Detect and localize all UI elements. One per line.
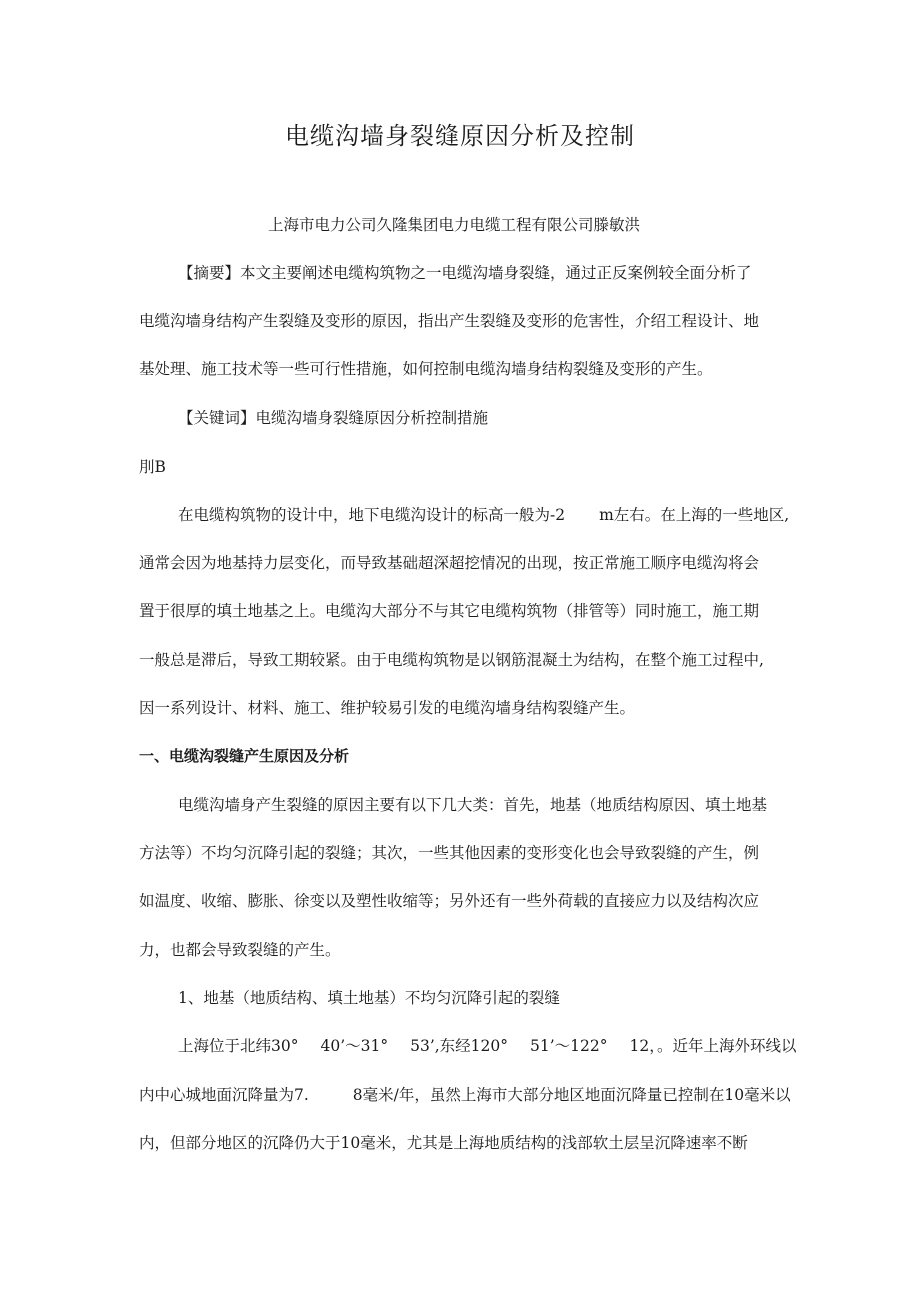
coord-part-3: 53’,东经120° [410,1037,509,1055]
subsection-1-line-2a: 内中心城地面沉降量为7. [139,1086,309,1104]
section-1-para-line-2: 方法等）不均匀沉降引起的裂缝；其次，一些其他因素的变形变化也会导致裂缝的产生，例 [139,844,760,862]
intro-line-4: 一般总是滞后，导致工期较紧。由于电缆构筑物是以钢筋混凝土为结构，在整个施工过程中, [139,651,764,669]
author-line: 上海市电力公司久隆集团电力电缆工程有限公司滕敏洪 [268,216,641,234]
subsection-1-line-1 [178,1036,797,1056]
keywords-line: 【关键词】电缆沟墙身裂缝原因分析控制措施 [178,409,489,427]
intro-line-1a: 在电缆构筑物的设计中，地下电缆沟设计的标高一般为-2 [178,506,566,524]
abstract-line-2: 电缆沟墙身结构产生裂缝及变形的原因，指出产生裂缝及变形的危害性，介绍工程设计、地 [139,312,760,330]
coord-part-4: 51’～122° [530,1037,608,1055]
abstract-line-3: 基处理、施工技术等一些可行性措施，如何控制电缆沟墙身结构裂缝及变形的产生。 [139,360,713,378]
preface-heading: 刖B [139,458,166,476]
coord-part-5: 12，。近年上海外环线以 [629,1037,797,1055]
section-1-heading: 一、电缆沟裂缝产生原因及分析 [139,747,350,765]
intro-line-3: 置于很厚的填土地基之上。电缆沟大部分不与其它电缆构筑物（排管等）同时施工，施工期 [139,602,760,620]
intro-line-2: 通常会因为地基持力层变化，而导致基础超深超挖情况的出现，按正常施工顺序电缆沟将会 [139,554,760,572]
intro-line-5: 因一系列设计、材料、施工、维护较易引发的电缆沟墙身结构裂缝产生。 [139,699,636,717]
section-1-para-line-4: 力，也都会导致裂缝的产生。 [139,941,341,959]
section-1-para-line-3: 如温度、收缩、膨胀、徐变以及塑性收缩等；另外还有一些外荷载的直接应力以及结构次应 [139,892,760,910]
subsection-1-line-2 [139,1085,791,1105]
coord-part-2: 40’～31° [320,1037,389,1055]
subsection-1-line-3: 内，但部分地区的沉降仍大于10毫米，尤其是上海地质结构的浅部软土层呈沉降速率不断 [139,1134,748,1152]
intro-line-1 [178,505,789,525]
abstract-line-1: 【摘要】本文主要阐述电缆构筑物之一电缆沟墙身裂缝，通过正反案例较全面分析了 [178,264,752,282]
coord-part-1: 上海位于北纬30° [178,1037,299,1055]
document-title: 电缆沟墙身裂缝原因分析及控制 [285,122,635,150]
section-1-para-line-1: 电缆沟墙身产生裂缝的原因主要有以下几大类：首先，地基（地质结构原因、填土地基 [178,796,768,814]
intro-line-1b: m左右。在上海的一些地区, [599,506,790,524]
subsection-1-heading: 1、地基（地质结构、填土地基）不均匀沉降引起的裂缝 [178,989,560,1007]
subsection-1-line-2b: 8毫米/年，虽然上海市大部分地区地面沉降量已控制在10毫米以 [352,1086,791,1104]
